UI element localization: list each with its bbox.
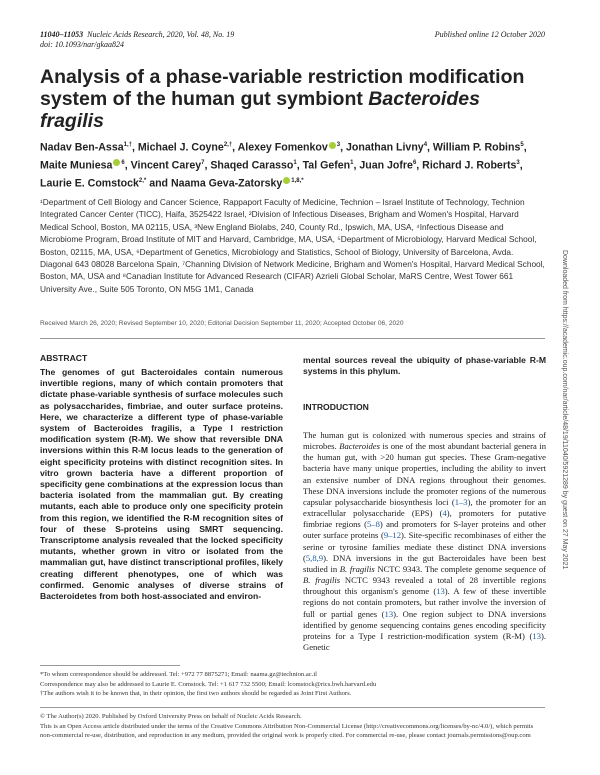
author-name: Jonathan Livny bbox=[345, 141, 424, 154]
author-name: William P. Robins bbox=[432, 141, 521, 154]
orcid-icon[interactable] bbox=[329, 142, 336, 149]
footnote-correspondence-2: Correspondence may also be addressed to Laurie E. Comstock. Tel: +1 617 732 5500; Email: lcomstock@rics.bwh.harvard.edu bbox=[40, 680, 377, 688]
author-list: Nadav Ben-Assa$^{1,\dagger}$, Michael J. Coyne$^{2,\dagger}$, Alexey Fomenkov $^3$, Jonathan Livny$^4$, William P. Robins$^5$, Maite Muniesa $^6$, Vincent Carey$^7$, Shaqed Carasso$^1$, Tal Gefen$^1$, Juan Jofre$^6$, Richard J. Roberts$^3$, Laurie E. Comstock$^{2,*}$ and Naama Geva-Zatorsky $^{1,8,*}$ bbox=[40, 141, 527, 190]
intro-text-run: ). Genetic bbox=[303, 630, 546, 652]
author-affiliation-mark: 1 bbox=[293, 159, 297, 166]
submission-dates: Received March 26, 2020; Revised September 10, 2020; Editorial Decision September 11, 2020; Accepted October 06, 2020 bbox=[40, 320, 404, 327]
intro-text-run: ). DNA inversions in the gut Bacteroidales have been best studied in bbox=[303, 552, 546, 574]
author-name: Richard J. Roberts bbox=[422, 159, 517, 172]
citation-link[interactable]: 4 bbox=[442, 508, 447, 519]
journal-citation: Nucleic Acids Research, 2020, Vol. 48, No. 19 bbox=[87, 30, 235, 39]
intro-text-run: ), the promoter for an extracellular polysaccharide (EPS) ( bbox=[303, 496, 546, 519]
title-species: Bacteroides fragilis bbox=[40, 88, 480, 132]
citation-link[interactable]: 13 bbox=[532, 630, 541, 641]
author-affiliation-mark: 6 bbox=[412, 159, 417, 166]
species-name: B. fragilis bbox=[339, 563, 375, 574]
affiliations: ¹Department of Cell Biology and Cancer Science, Rappaport Faculty of Medicine, Technion – Israel Institute of Technology, Technion Integrated Cancer Center (TICC), Haifa, 3525422 Israel, ²Division of Infectious Diseases, Brigham and Women's Hospital, Harvard Medical School, Boston, MA 02115, USA, ³New England Biolabs, 240, County Rd., Ipswich, MA, USA, ⁴Infectious Disease and Microbiome Program, Broad Institute of MIT and Harvard, Cambridge, MA, USA, ⁵Department of Microbiology, Harvard Medical School, Boston, 02115, MA, USA, ⁶Department of Genetics, Microbiology and Statistics, School of Biology, University of Barcelona, Avda. Diagonal 643 08028 Barcelona Spain, ⁷Channing Division of Network Medicine, Brigham and Women's Hospital, Harvard Medical School, Boston, MA, USA and ⁸Canadian Institute for Advanced Research (CIFAR) Azrieli Global Scholar, MaRS Centre, West Tower 661 University Ave., Suite 505 Toronto, ON M5G 1M1, Canada bbox=[40, 197, 545, 294]
species-name: Bacteroides bbox=[339, 441, 380, 452]
intro-text-run: ). Site-specific recombinases of either the serine or tyrosine families mediate these distinct DNA inversions ( bbox=[303, 530, 546, 563]
abstract-heading: ABSTRACT bbox=[40, 353, 88, 363]
intro-text-run: ), promoters for putative fimbriae regions ( bbox=[303, 508, 546, 530]
intro-text-run: ). A few of these invertible regions do not contain promoters, but rather involve the inversion of full or partial genes ( bbox=[303, 586, 547, 619]
author-name: Juan Jofre bbox=[359, 159, 413, 172]
author-affiliation-mark: 2,* bbox=[138, 177, 147, 184]
download-watermark: Downloaded from https://academic.oup.com/nar/article/48/19/11040/5921289 by guest on 27 May 2021 bbox=[561, 250, 568, 570]
author-affiliation-mark: 5 bbox=[520, 142, 524, 148]
citation-link[interactable]: 13 bbox=[384, 608, 394, 619]
author-name: Maite Muniesa bbox=[40, 159, 113, 172]
intro-text-run: ). One region subject to DNA inversions identified by genome sequencing contains genes encoding specificity proteins for a Type I restriction-modification system (R-M) ( bbox=[303, 608, 546, 641]
running-header bbox=[40, 30, 545, 50]
divider bbox=[40, 338, 545, 339]
citation-link[interactable]: 5–8 bbox=[366, 519, 380, 530]
author-affiliation-mark: 4 bbox=[423, 142, 428, 148]
species-name: B. fragilis bbox=[303, 575, 341, 586]
citation-link[interactable]: 9–12 bbox=[383, 530, 402, 541]
author-name: Nadav Ben-Assa bbox=[40, 141, 124, 154]
author-affiliation-mark: 1,8,* bbox=[291, 177, 304, 184]
author-affiliation-mark: 7 bbox=[201, 159, 205, 166]
abstract-continued: mental sources reveal the ubiquity of phase-variable R-M systems in this phylum. bbox=[303, 355, 546, 377]
intro-text-run: ) and promoters for S-layer proteins and other outer surface proteins ( bbox=[303, 519, 546, 541]
footnote-joint-authors: †The authors wish it to be known that, in their opinion, the first two authors should be regarded as Joint First Authors. bbox=[40, 690, 352, 697]
orcid-icon[interactable] bbox=[113, 159, 120, 166]
author-name: Vincent Carey bbox=[130, 159, 202, 172]
author-name: Laurie E. Comstock bbox=[40, 177, 139, 190]
footnote-correspondence: *To whom correspondence should be addressed. Tel: +972 77 8875271; Email: naama.gz@technion.ac.il bbox=[40, 671, 318, 678]
author-name: Alexey Fomenkov bbox=[237, 141, 328, 154]
author-affiliation-mark: 6 bbox=[121, 159, 125, 166]
author-affiliation-mark: 2,† bbox=[223, 142, 233, 148]
intro-text-run: is one of the most abundant bacterial genera in the human gut, with >20 human gut species. These Gram-negative bacteria have many unique properties, including the ability to invert an extensive number of DNA regions throughout their genomes. These DNA inversions include the promoter regions of the numerous capsular polysaccharide biosynthesis loci ( bbox=[303, 441, 546, 507]
title-main: Analysis of a phase-variable restriction modification system of the human gut symbiont bbox=[40, 66, 525, 110]
orcid-icon[interactable] bbox=[283, 177, 290, 184]
article-title bbox=[40, 66, 540, 132]
intro-text-run: NCTC 9343 revealed a total of 28 invertible regions throughout this organism's genome ( bbox=[303, 575, 546, 597]
license-text: This is an Open Access article distributed under the terms of the Creative Commons Attribution Non-Commercial License (http://creativecommons.org/licenses/by-nc/4.0/), which permits non-commercial re-use, distribution, and reproduction in any medium, provided the original work is properly cited. For commercial re-use, please contact journals.permissions@oup.com bbox=[40, 722, 534, 739]
author-affiliation-mark: 1 bbox=[350, 159, 354, 166]
introduction-text bbox=[303, 430, 546, 653]
intro-text-run: NCTC 9343. The complete genome sequence of bbox=[374, 563, 546, 574]
author-name: Michael J. Coyne bbox=[137, 141, 224, 154]
author-affiliation-mark: 3 bbox=[516, 159, 520, 166]
footnotes bbox=[40, 670, 545, 699]
author-name: Shaqed Carasso bbox=[210, 159, 294, 172]
citation-link[interactable]: 13 bbox=[436, 586, 445, 597]
author-affiliation-mark: 1,† bbox=[123, 142, 132, 148]
author-name: Tal Gefen bbox=[302, 159, 351, 172]
intro-text-run: The human gut is colonized with numerous species and strains of microbes. bbox=[303, 430, 546, 452]
license-block bbox=[40, 712, 545, 741]
author-affiliation-mark: 3 bbox=[336, 142, 341, 148]
abstract-text: The genomes of gut Bacteroidales contain numerous invertible regions, many of which contain promoters that dictate phase-variable synthesis of surface molecules such as polysaccharides, fimbriae, and outer surface proteins. Here, we characterize a different type of phase-variable system of Bacteroides fragilis, a Type I restriction modification system (R-M). We show that reversible DNA inversions within this R-M locus leads to the generation of eight specificity proteins with distinct recognition sites. In vitro grown bacteria have a different proportion of specificity gene combinations at the expression locus than bacteria isolated from the mammalian gut. By creating mutants, each able to produce only one specificity protein from this region, we identified the R-M recognition sites of four of these S-proteins using SMRT sequencing. Transcriptome analysis revealed that the locked specificity mutants, whether grown in vitro or isolated from the mammalian gut, have distinct transcriptional profiles, likely creating different phenotypes, one of which was confirmed. Genomic analyses of diverse strains of Bacteroidetes from both host-associated and environ- bbox=[40, 367, 283, 602]
page-range: 11040–11053 bbox=[40, 30, 84, 39]
citation-link[interactable]: 5,8,9 bbox=[305, 552, 324, 563]
doi[interactable]: doi: 10.1093/nar/gkaa824 bbox=[40, 40, 124, 49]
citation-link[interactable]: 1–3 bbox=[454, 496, 468, 507]
license-divider bbox=[40, 707, 545, 708]
footnote-divider bbox=[40, 665, 180, 666]
copyright: © The Author(s) 2020. Published by Oxford University Press on behalf of Nucleic Acids Research. bbox=[40, 713, 302, 720]
introduction-heading: INTRODUCTION bbox=[303, 402, 369, 412]
author-name: Naama Geva-Zatorsky bbox=[170, 177, 283, 190]
published-date: Published online 12 October 2020 bbox=[434, 30, 545, 39]
